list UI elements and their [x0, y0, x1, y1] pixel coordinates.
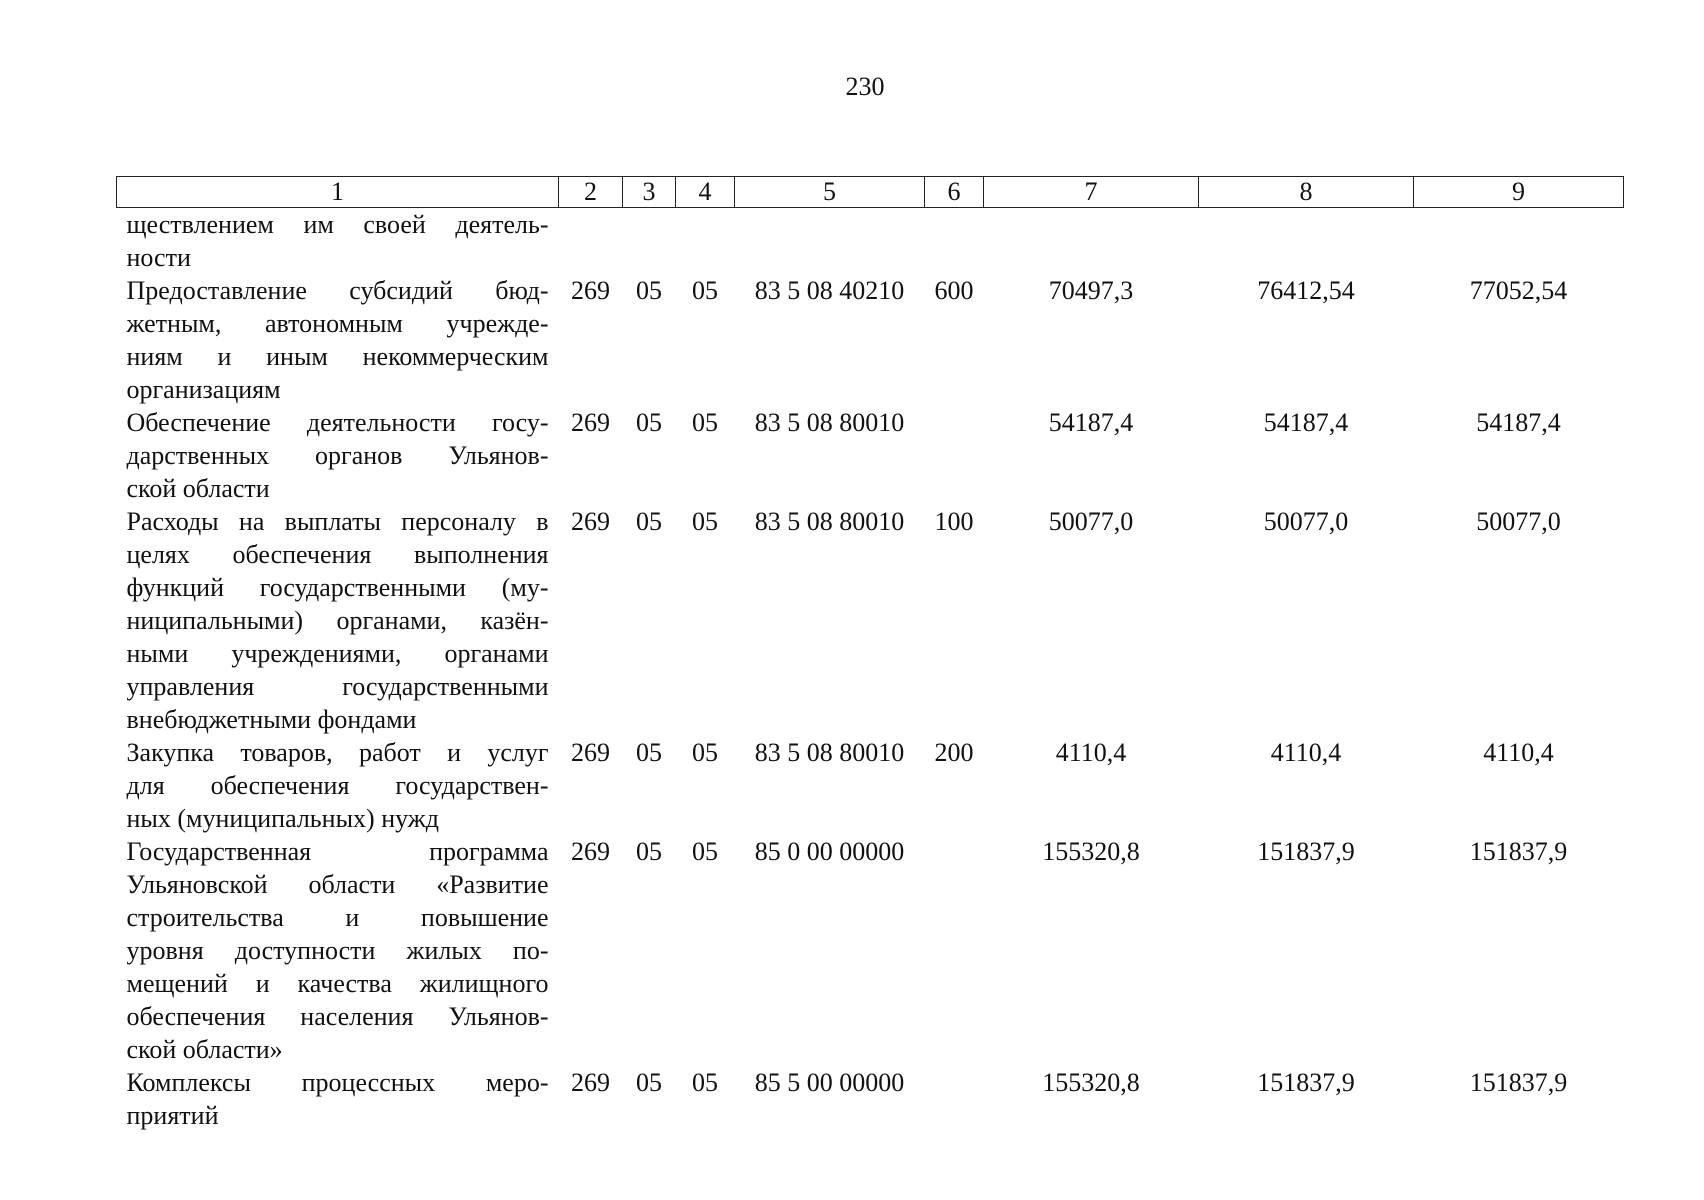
cell-amount-7: 54187,4	[1048, 408, 1134, 437]
cell-expense-type: 600	[934, 276, 974, 305]
cell-expense-type	[925, 1066, 984, 1132]
cell-amount-8: 151837,9	[1257, 1068, 1355, 1097]
cell-amount-7: 4110,4	[1055, 738, 1127, 767]
cell-subsection: 05	[692, 507, 718, 536]
cell-target-article: 83 5 08 80010	[754, 507, 905, 536]
description-line: Расходы на выплаты персоналу в	[126, 507, 549, 536]
cell-ministry: 269	[571, 837, 610, 866]
column-header-6: 6	[925, 177, 984, 208]
cell-amount-8: 76412,54	[1257, 276, 1355, 305]
cell-amount-7	[984, 208, 1199, 275]
description-line: ской области»	[126, 1035, 283, 1064]
cell-amount-9: 77052,54	[1469, 276, 1568, 305]
description-line: Государственная программа	[126, 837, 549, 866]
cell-section: 05	[636, 738, 662, 767]
cell-amount-9: 54187,4	[1476, 408, 1561, 437]
description-line: функций государственными (му-	[126, 573, 549, 602]
row-description	[117, 1066, 559, 1132]
cell-amount-8: 50077,0	[1263, 507, 1349, 536]
table-row	[117, 406, 1624, 505]
cell-amount-7: 70497,3	[1048, 276, 1134, 305]
table-row	[117, 835, 1624, 1066]
description-line: уровня доступности жилых по-	[126, 936, 549, 965]
description-line: организациям	[126, 375, 281, 404]
column-header-7: 7	[984, 177, 1199, 208]
table-row	[117, 736, 1624, 835]
column-header-5: 5	[735, 177, 925, 208]
cell-section: 05	[636, 276, 662, 305]
description-line: ности	[126, 243, 191, 272]
description-line: внебюджетными фондами	[126, 705, 417, 734]
description-line: приятий	[126, 1101, 219, 1130]
description-line: для обеспечения государствен-	[126, 771, 549, 800]
description-line: ниям и иным некоммерческим	[126, 342, 549, 371]
table-row	[117, 274, 1624, 406]
description-line: жетным, автономным учрежде-	[126, 309, 549, 338]
description-line: обеспечения населения Ульянов-	[126, 1002, 549, 1031]
cell-amount-9: 151837,9	[1469, 1068, 1568, 1097]
cell-section: 05	[636, 507, 662, 536]
column-header-9: 9	[1414, 177, 1624, 208]
cell-amount-9: 151837,9	[1469, 837, 1568, 866]
row-description	[117, 835, 559, 1066]
cell-amount-9: 50077,0	[1476, 507, 1561, 536]
cell-target-article: 83 5 08 80010	[754, 408, 905, 437]
row-description	[117, 736, 559, 835]
column-header-2: 2	[559, 177, 623, 208]
row-description	[117, 274, 559, 406]
page-number: 230	[845, 72, 885, 101]
table-row	[117, 1066, 1624, 1132]
cell-target-article: 85 5 00 00000	[754, 1068, 905, 1097]
cell-amount-8: 4110,4	[1270, 738, 1342, 767]
cell-expense-type	[925, 835, 984, 1066]
row-description	[117, 208, 559, 275]
cell-amount-9: 4110,4	[1483, 738, 1554, 767]
description-line: дарственных органов Ульянов-	[126, 441, 549, 470]
cell-subsection: 05	[692, 738, 718, 767]
cell-expense-type: 100	[934, 507, 974, 536]
cell-amount-7: 50077,0	[1048, 507, 1134, 536]
description-line: Закупка товаров, работ и услуг	[126, 738, 549, 767]
cell-subsection	[676, 208, 735, 275]
cell-ministry: 269	[571, 408, 610, 437]
description-line: управления государственными	[126, 672, 549, 701]
cell-ministry: 269	[571, 507, 610, 536]
description-line: целях обеспечения выполнения	[126, 540, 549, 569]
cell-ministry: 269	[571, 276, 610, 305]
column-header-8: 8	[1199, 177, 1414, 208]
cell-amount-8	[1199, 208, 1414, 275]
description-line: Ульяновской области «Развитие	[126, 870, 549, 899]
cell-section: 05	[636, 837, 662, 866]
row-description	[117, 505, 559, 736]
description-line: ской области	[126, 474, 270, 503]
table-header-row	[117, 177, 1624, 208]
cell-amount-8: 54187,4	[1263, 408, 1349, 437]
cell-subsection: 05	[692, 408, 718, 437]
description-line: Обеспечение деятельности госу-	[126, 408, 549, 437]
cell-amount-7: 155320,8	[1042, 1068, 1140, 1097]
cell-section	[623, 208, 676, 275]
cell-subsection: 05	[692, 837, 718, 866]
column-header-3: 3	[623, 177, 676, 208]
cell-target-article: 83 5 08 80010	[754, 738, 905, 767]
column-header-4: 4	[676, 177, 735, 208]
description-line: строительства и повышение	[126, 903, 549, 932]
row-description	[117, 406, 559, 505]
cell-expense-type: 200	[934, 738, 974, 767]
cell-target-article: 83 5 08 40210	[754, 276, 905, 305]
cell-expense-type	[925, 208, 984, 275]
description-line: ными учреждениями, органами	[126, 639, 549, 668]
column-header-1: 1	[117, 177, 559, 208]
cell-amount-7: 155320,8	[1042, 837, 1140, 866]
cell-ministry	[559, 208, 623, 275]
cell-target-article	[735, 208, 925, 275]
cell-target-article: 85 0 00 00000	[754, 837, 905, 866]
cell-amount-9	[1414, 208, 1624, 275]
cell-subsection: 05	[692, 1068, 718, 1097]
cell-amount-8: 151837,9	[1257, 837, 1355, 866]
budget-table	[116, 176, 1624, 1132]
description-line: ществлением им своей деятель-	[126, 210, 549, 239]
table-row	[117, 208, 1624, 275]
cell-expense-type	[925, 406, 984, 505]
description-line: мещений и качества жилищного	[126, 969, 549, 998]
cell-subsection: 05	[692, 276, 718, 305]
description-line: ниципальными) органами, казён-	[126, 606, 549, 635]
description-line: Предоставление субсидий бюд-	[126, 276, 549, 305]
description-line: Комплексы процессных меро-	[126, 1068, 549, 1097]
cell-ministry: 269	[571, 1068, 610, 1097]
cell-section: 05	[636, 408, 662, 437]
cell-ministry: 269	[571, 738, 610, 767]
cell-section: 05	[636, 1068, 662, 1097]
description-line: ных (муниципальных) нужд	[126, 804, 439, 833]
table-row	[117, 505, 1624, 736]
